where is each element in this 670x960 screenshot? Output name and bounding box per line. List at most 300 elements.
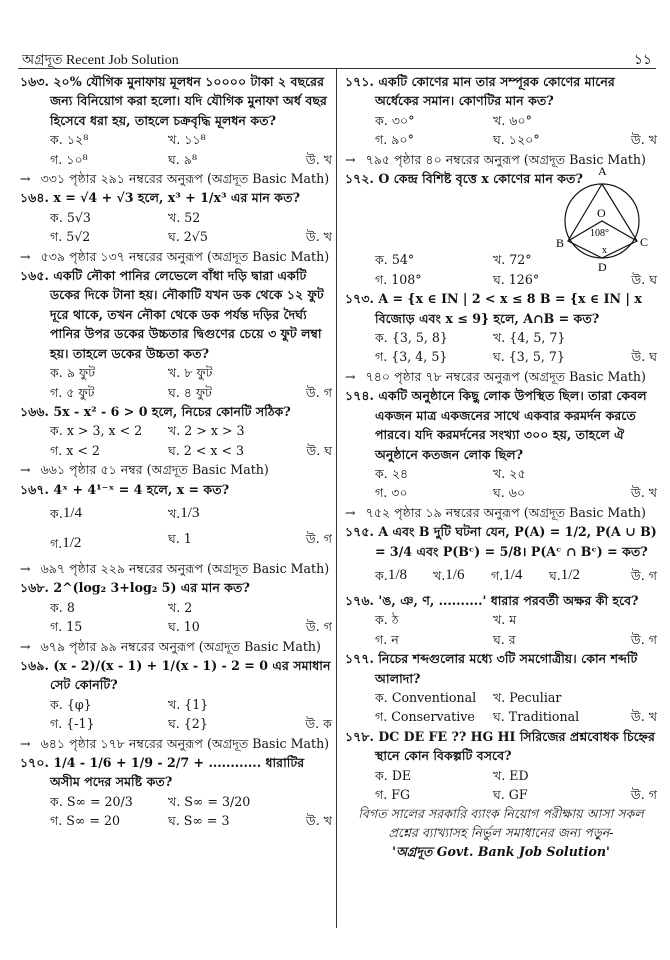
option-value: Conservative [391, 709, 475, 725]
question-body: 2^(log₂ 3+log₂ 5) এর মান কত? [53, 580, 250, 596]
option-label: ঘ. [493, 787, 509, 802]
question-number: ১৭৫. [345, 524, 379, 540]
reference-note [20, 460, 332, 479]
answer: উ. গ [305, 619, 332, 635]
diagram-label: B [556, 236, 565, 251]
option-fraction: 1/2 [62, 535, 82, 552]
option-label: খ. [493, 689, 510, 705]
option [168, 499, 286, 529]
option-label: ঘ. [168, 442, 184, 458]
question-text [345, 522, 657, 561]
spacer [286, 363, 332, 382]
option-value: 5√2 [66, 229, 91, 245]
option-value: ৩০ [391, 485, 408, 501]
question-number: ১৬৩. [20, 74, 54, 89]
question [345, 164, 657, 289]
question-number: ১৭০. [20, 755, 54, 770]
option [493, 707, 611, 726]
option-value: ন [391, 631, 399, 647]
spacer [611, 766, 657, 785]
question-text [345, 289, 657, 328]
option-value: 108° [391, 271, 422, 287]
question-number: ১৭২. [345, 171, 379, 187]
option [50, 227, 168, 246]
option-value: ৮ ফুট [184, 365, 213, 381]
page-header [22, 48, 652, 66]
option [375, 328, 493, 347]
option-label: খ. [168, 696, 185, 712]
page-number: ১১ [633, 53, 652, 68]
question-text [345, 649, 657, 688]
option-fraction: 1/6 [445, 567, 465, 584]
option [50, 695, 168, 714]
spacer [286, 695, 332, 714]
option-label: ক. [50, 506, 63, 522]
spacer [286, 499, 332, 529]
option-value: 52 [184, 209, 201, 225]
answer: উ. খ [630, 132, 657, 148]
question-number: ১৬৫. [20, 268, 54, 284]
question-body: (x - 2)/(x - 1) + 1/(x - 1) - 2 = 0 এর সমাধান সেট কোনটি? [50, 657, 331, 693]
option-label: ঘ. [493, 709, 509, 725]
option [375, 270, 493, 289]
option-value: 1 [183, 530, 192, 546]
reference-text: ৬৪১ পৃষ্ঠার ১৭৮ নম্বরের অনুরূপ (অগ্রদূত Basic Math) [40, 735, 330, 751]
option-label: গ. [50, 536, 63, 552]
question-text [20, 402, 332, 421]
question-text [345, 72, 657, 111]
option [50, 130, 168, 149]
answer: উ. গ [305, 384, 332, 400]
option [493, 464, 611, 483]
question [345, 72, 657, 169]
answer: উ. খ [305, 813, 332, 829]
running-title: অগ্রদূত Recent Job Solution [22, 53, 179, 68]
option [375, 630, 493, 649]
question-text [20, 753, 332, 792]
answer: উ. গ [630, 568, 657, 584]
option-value: FG [391, 787, 411, 802]
option-label: ঘ. [493, 349, 509, 365]
question-body: 5x - x² - 6 > 0 হলে, নিচের কোনটি সঠিক? [53, 403, 291, 419]
answer: উ. গ [305, 530, 332, 546]
option-fraction: 1/3 [180, 505, 200, 522]
option-label: গ. [375, 132, 392, 148]
option [493, 610, 611, 629]
reference-text: ৩৩১ পৃষ্ঠার ২৯১ নম্বরের অনুরূপ (অগ্রদূত Basic Math) [40, 171, 330, 187]
option [375, 130, 493, 149]
options-grid [345, 111, 657, 150]
reference-text: ৫৩৯ পৃষ্ঠার ১৩৭ নম্বরের অনুরূপ (অগ্রদূত Basic Math) [40, 248, 330, 264]
option-label: খ. [168, 599, 185, 615]
question [20, 753, 332, 831]
option-value: {-1} [66, 716, 95, 732]
reference-note [20, 169, 332, 188]
question [20, 656, 332, 753]
question-text [20, 480, 332, 499]
option-label: ঘ. [168, 813, 184, 829]
option-value: S∞ = 3 [183, 813, 230, 829]
option-value: {φ} [66, 696, 92, 712]
option [168, 811, 286, 830]
option-label: ক. [375, 112, 392, 128]
header-rule [18, 68, 656, 69]
option-label: ক. [50, 423, 67, 439]
option-label: ঘ. [493, 485, 509, 501]
option-label: খ. [493, 767, 510, 783]
question-text [345, 727, 657, 766]
option [375, 250, 493, 269]
arrow-icon: → [20, 462, 31, 478]
option-label: গ. [50, 619, 67, 635]
option-value: 2 [184, 599, 193, 615]
option-label: গ. [375, 485, 392, 501]
diagram-label: 108° [590, 228, 609, 240]
diagram-label: A [598, 164, 607, 179]
option [50, 714, 168, 733]
option-label: ঘ. [493, 271, 509, 287]
option-label: ঘ. [493, 631, 509, 647]
option-value: 2 > x > 3 [184, 423, 245, 439]
options-grid [345, 766, 657, 805]
spacer [611, 328, 657, 347]
option [168, 208, 286, 227]
option-value: 15 [66, 619, 83, 635]
option-value: DE [391, 767, 412, 783]
option [168, 792, 286, 811]
arrow-icon: → [20, 171, 31, 187]
options-grid [20, 695, 332, 734]
option-value: ১০⁸ [66, 151, 88, 167]
option-label: ক. [375, 568, 388, 584]
option-label: গ. [50, 384, 67, 400]
question [20, 578, 332, 656]
spacer [286, 598, 332, 617]
answer: উ. ঘ [631, 349, 657, 365]
diagram-label: D [598, 260, 607, 274]
reference-note [345, 503, 657, 522]
question-body: 4ˣ + 4¹⁻ˣ = 4 হলে, x = কত? [53, 481, 230, 497]
option [50, 363, 168, 382]
option-value: ১২⁸ [66, 132, 89, 148]
question-number: ১৬৬. [20, 403, 54, 419]
option-label: গ. [375, 709, 392, 725]
option-value: ৯⁸ [183, 151, 198, 167]
reference-text: ৭৯৫ পৃষ্ঠার ৪০ নম্বরের অনুরূপ (অগ্রদূত Basic Math) [365, 151, 646, 167]
arrow-icon: → [345, 504, 356, 520]
question-number: ১৬৮. [20, 580, 54, 596]
answer: উ. গ [630, 787, 657, 802]
spacer [286, 421, 332, 440]
option-value: ED [509, 767, 529, 783]
question-number: ১৭৬. [345, 592, 379, 608]
option-label: ঘ. [168, 229, 184, 245]
option [168, 529, 286, 559]
option-label: গ. [50, 229, 67, 245]
options-grid [20, 208, 332, 247]
option [493, 483, 611, 502]
option [168, 441, 286, 460]
options-grid [345, 328, 657, 367]
footer-book-title: 'অগ্রদূত Govt. Bank Job Solution' [392, 844, 610, 860]
question [20, 266, 332, 402]
question-text [20, 656, 332, 695]
arrow-icon: → [345, 151, 356, 167]
option [549, 561, 607, 591]
option-label: গ. [50, 442, 67, 458]
option-label: ক. [50, 365, 67, 381]
arrow-icon: → [20, 735, 31, 751]
option-label: ঘ. [168, 619, 184, 635]
option-value: {1} [184, 696, 209, 712]
option [168, 695, 286, 714]
option [375, 464, 493, 483]
option-label: ঘ. [168, 530, 184, 546]
option [493, 328, 611, 347]
option [50, 441, 168, 460]
column-divider [336, 68, 337, 928]
option-label: খ. [168, 132, 185, 148]
question [345, 386, 657, 522]
question [345, 289, 657, 386]
option-label: খ. [493, 465, 510, 481]
option-label: খ. [433, 568, 446, 584]
option-value: Peculiar [509, 689, 562, 705]
option-value: 5√3 [66, 209, 91, 225]
reference-text: ৬৬১ পৃষ্ঠার ৫১ নম্বর (অগ্রদূত Basic Math) [40, 462, 269, 478]
option-label: ক. [50, 793, 67, 809]
option [168, 150, 286, 169]
reference-text: ৭৪০ পৃষ্ঠার ৭৮ নম্বরের অনুরূপ (অগ্রদূত Basic Math) [365, 368, 646, 384]
footer-promo [345, 804, 657, 861]
option-label: ঘ. [493, 132, 509, 148]
spacer [286, 208, 332, 227]
question-text [345, 386, 657, 464]
option-label: ঘ. [168, 384, 184, 400]
option [50, 150, 168, 169]
option-value: ২৪ [391, 465, 409, 481]
option-value: ৯০° [391, 132, 414, 148]
question-body: O কেন্দ্র বিশিষ্ট বৃত্তে x কোণের মান কত? [378, 171, 583, 187]
option [50, 617, 168, 636]
option-label: খ. [168, 793, 185, 809]
option-value: ১২০° [508, 132, 540, 148]
options-grid [345, 610, 657, 649]
option-label: ক. [50, 599, 67, 615]
reference-note [20, 559, 332, 578]
spacer [611, 610, 657, 629]
question-body: 'ঙ, ঞ, ণ, ..........' ধারার পরবর্তী অক্ষর কী হবে? [378, 592, 639, 608]
question-body: A = {x ∈ IN | 2 < x ≤ 8 B = {x ∈ IN | x বিজোড় এবং x ≤ 9} হলে, A∩B = কত? [375, 291, 642, 326]
question-number: ১৭৭. [345, 651, 379, 667]
option [168, 130, 286, 149]
question-number: ১৭৮. [345, 728, 379, 744]
options-grid [20, 363, 332, 402]
option [168, 714, 286, 733]
option-label: ঘ. [168, 151, 184, 167]
question-text [20, 266, 332, 363]
option [50, 598, 168, 617]
option-label: খ. [168, 423, 185, 439]
reference-note [20, 734, 332, 753]
option-value: Conventional [391, 689, 477, 705]
option [493, 630, 611, 649]
question-number: ১৭৩. [345, 291, 379, 307]
option-value: 10 [183, 619, 200, 635]
question-body: x = √4 + √3 হলে, x³ + 1/x³ এর মান কত? [53, 190, 300, 206]
option-label: গ. [50, 813, 67, 829]
options-grid [345, 688, 657, 727]
option-value: ৫ ফুট [66, 384, 95, 400]
option [375, 785, 493, 804]
question-body: A এবং B দুটি ঘটনা যেন, P(A) = 1/2, P(A ∪ B) = 3/4 এবং P(Bᶜ) = 5/8। P(Aᶜ ∩ Bᶜ) = কত? [375, 524, 657, 559]
reference-note [20, 247, 332, 266]
option-value: 54° [391, 252, 415, 268]
option-value: {2} [183, 716, 208, 732]
options-grid [345, 561, 657, 591]
option [168, 421, 286, 440]
question-text [20, 72, 332, 130]
option-fraction: 1/4 [503, 567, 523, 584]
options-grid [345, 464, 657, 503]
question-body: একটি অনুষ্ঠানে কিছু লোক উপস্থিত ছিল। তারা কেবল একজন মাত্র একজনের সাথে একবার করমর্দন করতে পারবে। যদি করমর্দনের সংখ্যা ৩০০ হয়, তাহলে ঐ অনুষ্ঠানে কতজন লোক ছিল? [375, 388, 647, 462]
option [433, 561, 491, 591]
question-body: একটি নৌকা পানির লেভেলে বাঁধা দড়ি দ্বারা একটি ডকের দিকে টানা হয়। নৌকাটি যখন ডক থেকে ১২ ফুট দূরে থাকে, তখন নৌকা থেকে ডক পর্যন্ত দড়ির দৈর্ঘ্য পানির উপর ডকের উচ্চতার দ্বিগুণের চেয়ে ৩ ফুট লম্বা হয়। তাহলে ডকের উচ্চতা কত? [50, 268, 324, 361]
option [493, 347, 611, 366]
arrow-icon: → [20, 638, 31, 654]
question-body: 1/4 - 1/6 + 1/9 - 2/7 + ............ ধারাটির অসীম পদের সমষ্টি কত? [50, 755, 305, 790]
option-label: গ. [50, 716, 67, 732]
footer-line: বিগত সালের সরকারি ব্যাংক নিয়োগ পরীক্ষায় আসা সকল [358, 806, 644, 822]
option-value: {3, 5, 8} [391, 330, 448, 346]
option-value: Traditional [508, 709, 580, 725]
option [493, 785, 611, 804]
options-grid [20, 792, 332, 831]
option [50, 499, 168, 529]
reference-text: ৭৫২ পৃষ্ঠার ১৯ নম্বরের অনুরূপ (অগ্রদূত Basic Math) [365, 504, 646, 520]
diagram-label: C [640, 235, 649, 250]
option-label: গ. [491, 568, 504, 584]
option-label: ক. [50, 132, 67, 148]
option-label: ক. [375, 465, 392, 481]
answer: উ. খ [305, 229, 332, 245]
option [375, 561, 433, 591]
option-value: x < 2 [66, 442, 100, 458]
option-label: গ. [375, 787, 392, 802]
option-value: ঠ [391, 612, 399, 628]
option [375, 688, 493, 707]
option-value: ৬০° [509, 112, 532, 128]
option [375, 610, 493, 629]
question [345, 649, 657, 727]
option-value: 2√5 [183, 229, 208, 245]
option [50, 529, 168, 559]
spacer [611, 464, 657, 483]
option-label: ক. [50, 209, 67, 225]
option-label: খ. [168, 506, 181, 522]
option-label: ক. [375, 612, 392, 628]
right-column [345, 72, 657, 861]
option-value: ৬০ [508, 485, 526, 501]
option-value: S∞ = 20 [66, 813, 120, 829]
question [345, 727, 657, 805]
options-grid [20, 130, 332, 169]
option [375, 707, 493, 726]
option-value: 2 < x < 3 [183, 442, 245, 458]
question-text [20, 578, 332, 597]
question-number: ১৭৪. [345, 388, 379, 404]
option-label: ক. [375, 767, 392, 783]
reference-text: ৬৭৯ পৃষ্ঠার ৯৯ নম্বরের অনুরূপ (অগ্রদূত Basic Math) [40, 638, 321, 654]
answer: উ. খ [630, 485, 657, 501]
option-value: {3, 5, 7} [508, 349, 565, 365]
option [375, 111, 493, 130]
arrow-icon: → [20, 248, 31, 264]
option [168, 363, 286, 382]
option-value: S∞ = 20/3 [66, 793, 133, 809]
option [168, 383, 286, 402]
option [168, 227, 286, 246]
option-label: ক. [375, 252, 392, 268]
reference-note [20, 637, 332, 656]
question-number: ১৬৪. [20, 190, 54, 206]
option-value: ৩০° [391, 112, 415, 128]
option-value: ১১⁸ [184, 132, 206, 148]
option-label: খ. [493, 112, 510, 128]
answer: উ. খ [630, 709, 657, 725]
option-value: 126° [508, 271, 540, 287]
spacer [611, 111, 657, 130]
option [375, 347, 493, 366]
option-label: খ. [493, 252, 510, 268]
option-value: GF [508, 787, 528, 802]
diagram-label: O [597, 206, 606, 221]
question-body: নিচের শব্দগুলোর মধ্যে ৩টি সমগোত্রীয়। কোন শব্দটি আলাদা? [375, 651, 638, 686]
footer-line: প্রশ্নের ব্যাখ্যাসহ নির্ভুল সমাধানের জন্য পড়ুন- [388, 825, 614, 841]
spacer [286, 130, 332, 149]
option [493, 130, 611, 149]
question [20, 402, 332, 480]
option [50, 792, 168, 811]
option [491, 561, 549, 591]
option [168, 598, 286, 617]
option-label: ক. [375, 330, 392, 346]
option-value: {4, 5, 7} [509, 330, 566, 346]
question [20, 188, 332, 266]
option-label: ঘ. [549, 568, 561, 584]
option-label: গ. [50, 151, 67, 167]
option-label: গ. [375, 631, 392, 647]
option-label: ক. [375, 689, 392, 705]
option [375, 766, 493, 785]
option-value: 72° [509, 252, 532, 268]
option-value: ৯ ফুট [66, 365, 96, 381]
reference-text: ৬৯৭ পৃষ্ঠার ২২৯ নম্বরের অনুরূপ (অগ্রদূত Basic Math) [40, 560, 330, 576]
reference-note [345, 367, 657, 386]
option-label: গ. [375, 349, 392, 365]
option-value: S∞ = 3/20 [184, 793, 251, 809]
left-column [20, 72, 332, 831]
diagram-label: x [602, 245, 607, 257]
option-label: ক. [50, 696, 67, 712]
arrow-icon: → [20, 560, 31, 576]
option [493, 688, 611, 707]
option-label: খ. [168, 209, 185, 225]
question-number: ১৭১. [345, 74, 379, 89]
option-value: {3, 4, 5} [391, 349, 448, 365]
option-fraction: 1/2 [560, 567, 580, 584]
option-value: ম [509, 612, 517, 628]
